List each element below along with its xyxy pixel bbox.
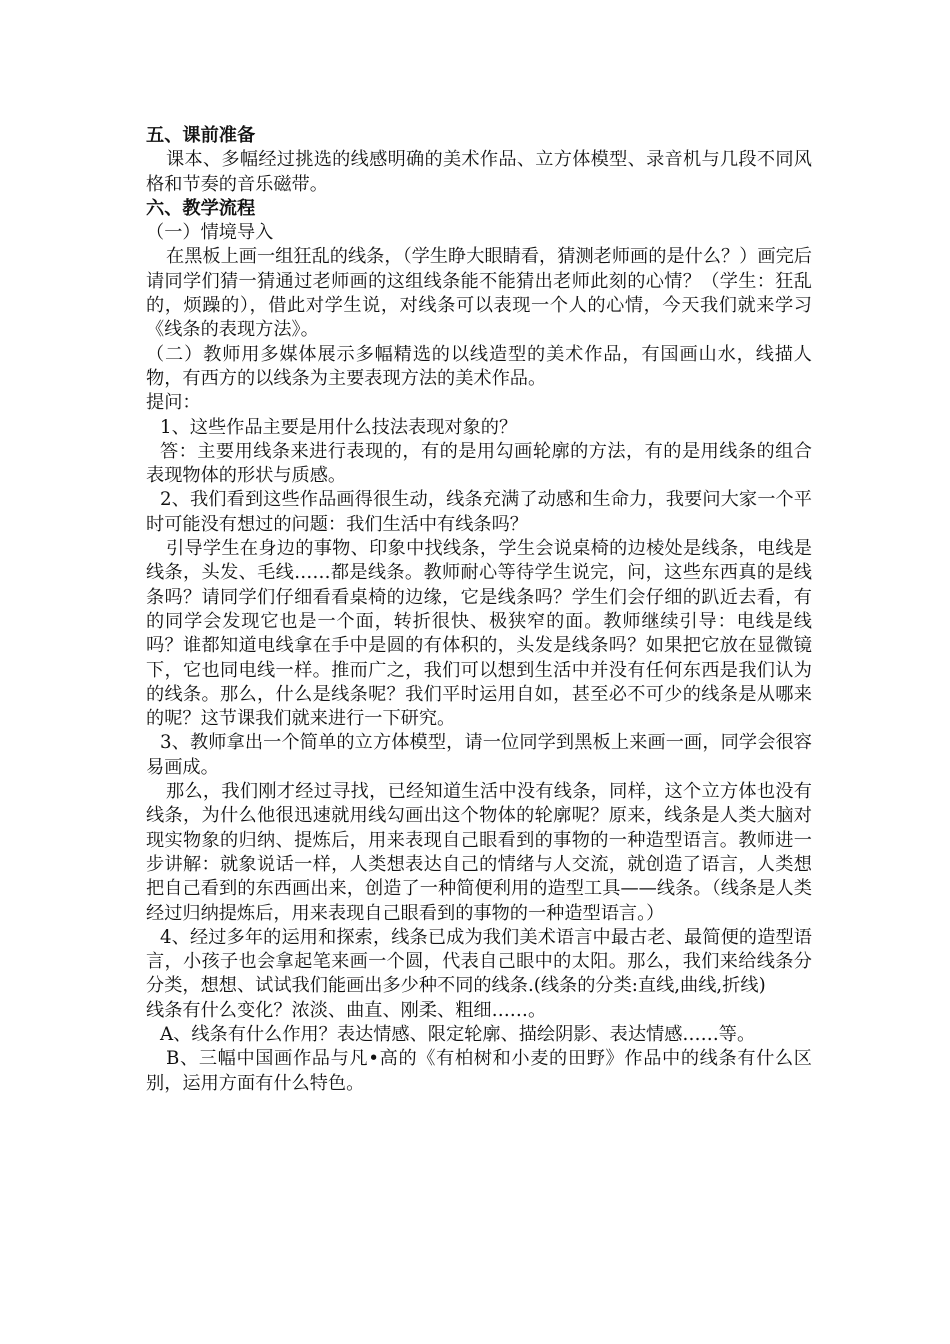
paragraph-preparation: 课本、多幅经过挑选的线感明确的美术作品、立方体模型、录音机与几段不同风格和节奏的音乐磁带。 — [146, 149, 812, 195]
paragraph-line-variation: 线条有什么变化？浓淡、曲直、刚柔、粗细……。 — [146, 999, 547, 1021]
document-page — [146, 124, 812, 1096]
paragraph-explanation: 那么，我们刚才经过寻找，已经知道生活中没有线条，同样，这个立方体也没有线条，为什么他很迅速就用线勾画出这个物体的轮廓呢？原来，线条是人类大脑对现实物象的归纳、提炼后，用来表现自己眼看到的事物的一种造型语言。教师进一步讲解：就象说话一样，人类想表达自己的情绪与人交流，就创造了语言，人类想把自己看到的东西画出来，创造了一种简便利用的造型工具——线条。（线条是人类经过归纳提炼后，用来表现自己眼看到的事物的一种造型语言。） — [146, 781, 812, 924]
question-2: 2、我们看到这些作品画得很生动，线条充满了动感和生命力，我要问大家一个平时可能没有想过的问题：我们生活中有线条吗？ — [146, 489, 812, 535]
section-heading-process: 六、教学流程 — [146, 197, 256, 219]
question-3: 3、教师拿出一个简单的立方体模型，请一位同学到黑板上来画一画，同学会很容易画成。 — [146, 732, 812, 778]
section-heading-preparation: 五、课前准备 — [146, 125, 256, 146]
answer-1: 答：主要用线条来进行表现的，有的是用勾画轮廓的方法，有的是用线条的组合表现物体的形状与质感。 — [146, 440, 812, 487]
subheading-situation-intro: （一）情境导入 — [146, 222, 274, 244]
paragraph-intro: 在黑板上画一组狂乱的线条，（学生睁大眼睛看，猜测老师画的是什么？）画完后请同学们猜一猜通过老师画的这组线条能不能猜出老师此刻的心情？（学生：狂乱的，烦躁的），借此对学生说，对线条可以表现一个人的心情，今天我们就来学习《线条的表现方法》。 — [146, 246, 812, 341]
paragraph-multimedia: （二）教师用多媒体展示多幅精选的以线造型的美术作品，有国画山水，线描人物，有西方的以线条为主要表现方法的美术作品。 — [146, 343, 812, 389]
paragraph-guide: 引导学生在身边的事物、印象中找线条，学生会说桌椅的边棱处是线条，电线是线条，头发、毛线……都是线条。教师耐心等待学生说完，问，这些东西真的是线条吗？请同学们仔细看看桌椅的边缘，它是线条吗？学生们会仔细的趴近去看，有的同学会发现它也是一个面，转折很快、极狭窄的面。教师继续引导：电线是线吗？谁都知道电线拿在手中是圆的有体积的，头发是线条吗？如果把它放在显微镜下，它也同电线一样。推而广之，我们可以想到生活中并没有任何东西是我们认为的线条。那么，什么是线条呢？我们平时运用自如，甚至必不可少的线条是从哪来的呢？这节课我们就来进行一下研究。 — [146, 538, 812, 730]
question-4: 4、经过多年的运用和探索，线条已成为我们美术语言中最古老、最简便的造型语言，小孩子也会拿起笔来画一个圆，代表自己眼中的太阳。那么，我们来给线条分分类，想想、试试我们能画出多少种不同的线条.(线条的分类:直线,曲线,折线) — [146, 926, 812, 997]
paragraph-b: B、三幅中国画作品与凡•高的《有柏树和小麦的田野》作品中的线条有什么区别，运用方面有什么特色。 — [146, 1048, 812, 1094]
paragraph-a: A、线条有什么作用？表达情感、限定轮廓、描绘阴影、表达情感……等。 — [160, 1023, 756, 1045]
question-label: 提问： — [146, 392, 201, 414]
question-1: 1、这些作品主要是用什么技法表现对象的？ — [160, 416, 518, 438]
